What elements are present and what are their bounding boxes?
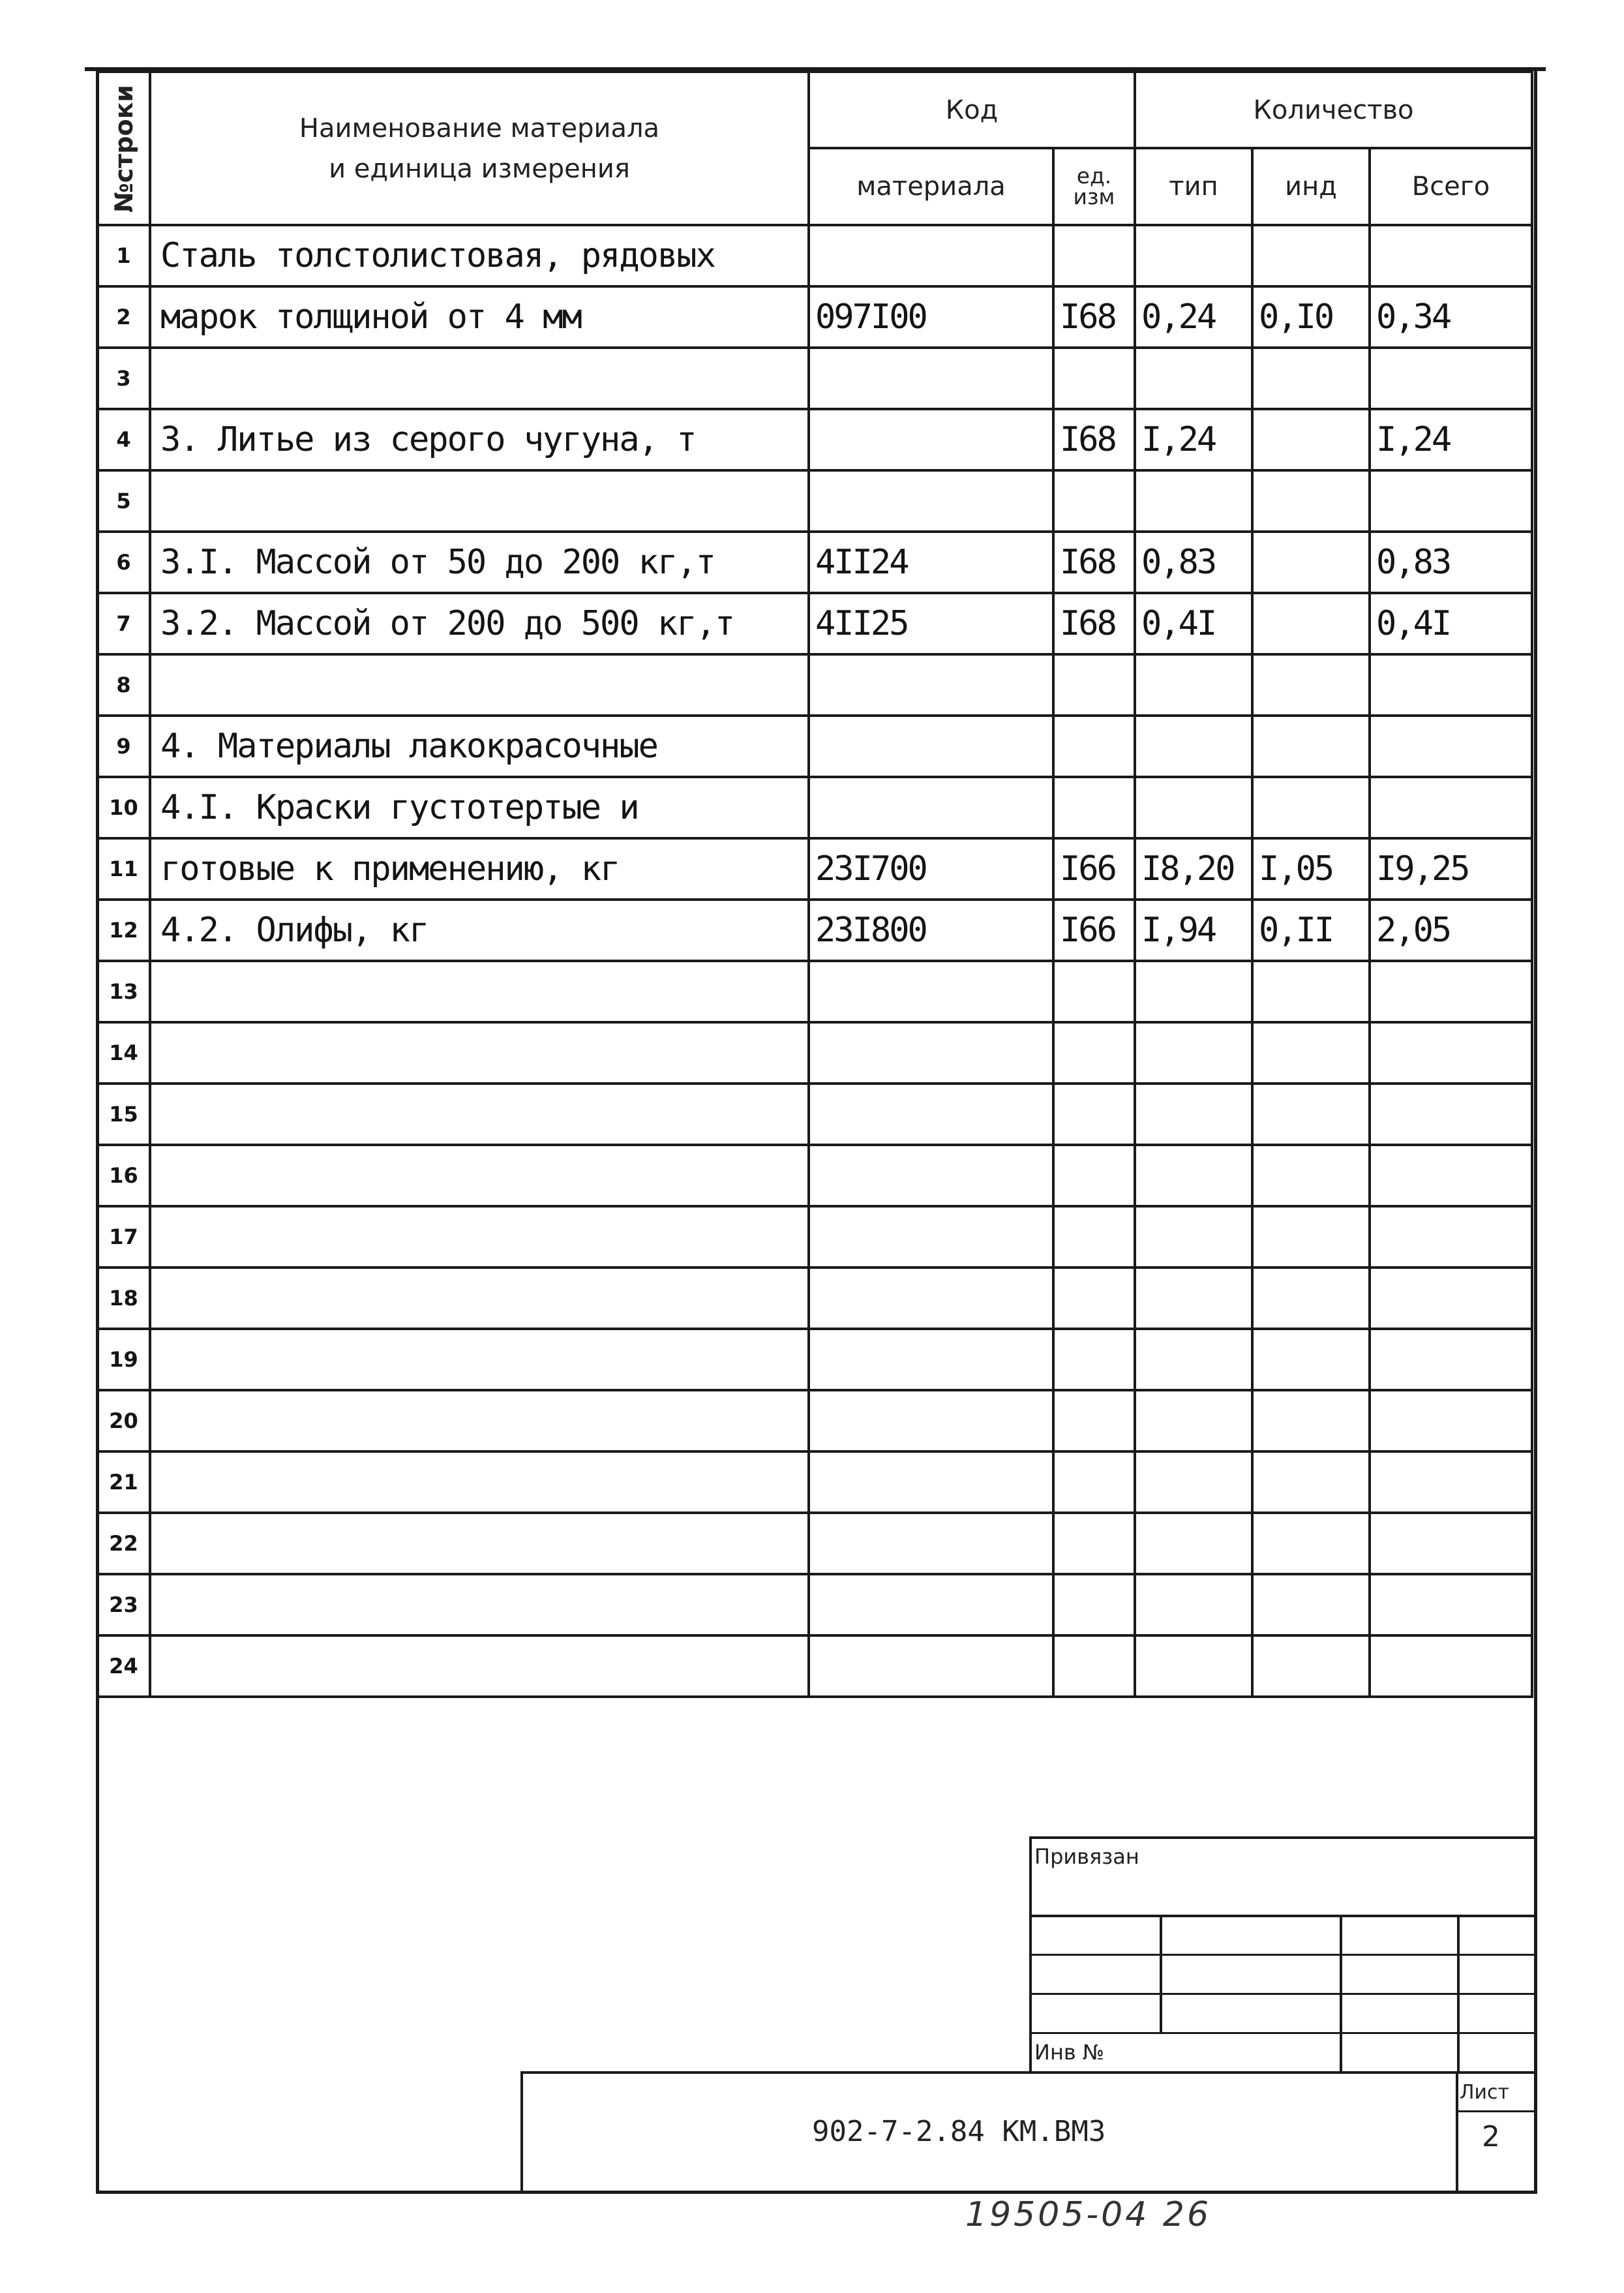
- material-name-header-line1: Наименование материала: [299, 113, 660, 144]
- row-number-cell: 6: [97, 532, 150, 593]
- row-number-cell: 14: [97, 1022, 150, 1084]
- row-number-cell: 23: [97, 1574, 150, 1635]
- material-code-cell: 23I700: [809, 838, 1053, 900]
- material-name-cell: 4. Материалы лакокрасочные: [150, 716, 809, 777]
- row-number-cell: 24: [97, 1635, 150, 1697]
- unit-code-cell: I68: [1053, 409, 1135, 470]
- row-number-cell: 2: [97, 286, 150, 348]
- sheet-label: Лист: [1460, 2081, 1510, 2104]
- unit-header-line2: изм: [1073, 184, 1115, 209]
- type-quantity-cell: 0,24: [1135, 286, 1252, 348]
- unit-header-line1: ед.: [1076, 163, 1112, 189]
- total-quantity-cell: 2,05: [1370, 900, 1532, 961]
- row-number-cell: 16: [97, 1145, 150, 1206]
- unit-code-cell: I66: [1053, 900, 1135, 961]
- stamp-line: [1160, 1915, 1162, 2034]
- row-number-cell: 9: [97, 716, 150, 777]
- total-quantity-cell: 0,4I: [1370, 593, 1532, 654]
- row-number-cell: 1: [97, 225, 150, 286]
- type-quantity-cell: 0,4I: [1135, 593, 1252, 654]
- total-quantity-header: Всего: [1370, 148, 1532, 225]
- row-number-cell: 18: [97, 1268, 150, 1329]
- type-quantity-cell: I,94: [1135, 900, 1252, 961]
- row-number-cell: 5: [97, 470, 150, 532]
- type-quantity-header: тип: [1135, 148, 1252, 225]
- document-code: 902-7-2.84 КМ.ВМ3: [812, 2115, 1106, 2148]
- inventory-number-label: Инв №: [1034, 2040, 1105, 2065]
- row-number-cell: 12: [97, 900, 150, 961]
- type-quantity-cell: I8,20: [1135, 838, 1252, 900]
- sheet-number: 2: [1482, 2120, 1500, 2153]
- row-number-cell: 19: [97, 1329, 150, 1390]
- material-name-cell: Сталь толстолистовая, рядовых: [150, 225, 809, 286]
- material-name-cell: марок толщиной от 4 мм: [150, 286, 809, 348]
- row-number-cell: 10: [97, 777, 150, 838]
- individual-quantity-header: инд: [1252, 148, 1370, 225]
- sheet-divider-line: [1456, 2071, 1458, 2191]
- unit-code-cell: I66: [1053, 838, 1135, 900]
- type-quantity-cell: I,24: [1135, 409, 1252, 470]
- total-quantity-cell: 0,34: [1370, 286, 1532, 348]
- row-number-cell: 8: [97, 654, 150, 716]
- row-number-cell: 7: [97, 593, 150, 654]
- material-name-cell: 3. Литье из серого чугуна, т: [150, 409, 809, 470]
- material-name-cell: 4.2. Олифы, кг: [150, 900, 809, 961]
- row-number-cell: 21: [97, 1451, 150, 1513]
- individual-quantity-cell: I,05: [1252, 838, 1370, 900]
- row-number-cell: 15: [97, 1084, 150, 1145]
- row-number-header-text: №строки: [109, 84, 138, 213]
- material-name-cell: 3.I. Массой от 50 до 200 кг,т: [150, 532, 809, 593]
- material-code-cell: 4II24: [809, 532, 1053, 593]
- material-code-cell: 4II25: [809, 593, 1053, 654]
- material-name-header-line2: и единица измерения: [329, 153, 630, 184]
- row-number-cell: 22: [97, 1513, 150, 1574]
- stamp-line: [1029, 1836, 1534, 1839]
- total-quantity-cell: I,24: [1370, 409, 1532, 470]
- code-block-left-line: [520, 2071, 523, 2191]
- type-quantity-cell: 0,83: [1135, 532, 1252, 593]
- row-number-cell: 3: [97, 348, 150, 409]
- quantity-group-header: Количество: [1135, 72, 1532, 148]
- individual-quantity-cell: 0,I0: [1252, 286, 1370, 348]
- row-number-cell: 17: [97, 1206, 150, 1268]
- unit-code-cell: I68: [1053, 532, 1135, 593]
- material-name-cell: 3.2. Массой от 200 до 500 кг,т: [150, 593, 809, 654]
- sheet-label-line: [1456, 2110, 1534, 2112]
- material-name-cell: готовые к применению, кг: [150, 838, 809, 900]
- row-number-cell: 11: [97, 838, 150, 900]
- code-block-top-line: [520, 2071, 1534, 2074]
- stamp-line: [1457, 1915, 1460, 2071]
- unit-code-cell: I68: [1053, 286, 1135, 348]
- material-code-cell: 097I00: [809, 286, 1053, 348]
- unit-code-cell: I68: [1053, 593, 1135, 654]
- material-code-header: материала: [809, 148, 1053, 225]
- linked-label: Привязан: [1034, 1844, 1139, 1869]
- material-code-cell: 23I800: [809, 900, 1053, 961]
- material-name-cell: 4.I. Краски густотертые и: [150, 777, 809, 838]
- total-quantity-cell: 0,83: [1370, 532, 1532, 593]
- individual-quantity-cell: 0,II: [1252, 900, 1370, 961]
- row-number-cell: 13: [97, 961, 150, 1022]
- total-quantity-cell: I9,25: [1370, 838, 1532, 900]
- title-block: [1029, 1836, 1534, 2110]
- handwritten-archive-number: 19505-04 26: [965, 2195, 1212, 2234]
- stamp-line: [1340, 1915, 1342, 2071]
- row-number-cell: 4: [97, 409, 150, 470]
- row-number-cell: 20: [97, 1390, 150, 1451]
- code-group-header: Код: [809, 72, 1135, 148]
